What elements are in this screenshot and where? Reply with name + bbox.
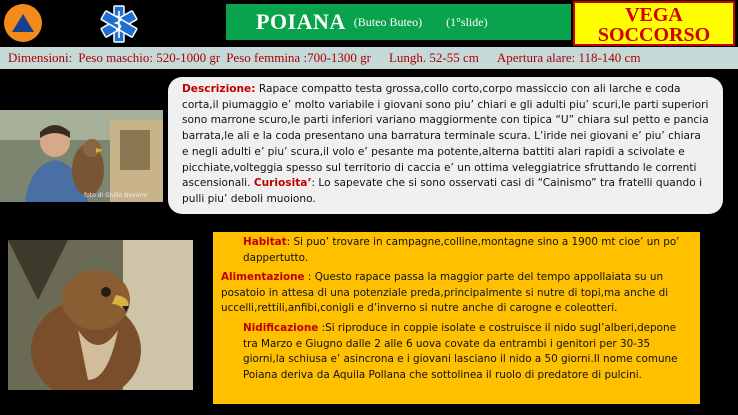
- habitat-text: : Si puo’ trovare in campagne,colline,montagne sino a 1900 mt cioe’ un po’ dappertutto.: [243, 236, 680, 264]
- soccorso-label: SOCCORSO: [597, 24, 711, 46]
- title-bar: [226, 4, 571, 40]
- vega-label: VEGA: [625, 4, 683, 26]
- curiosity-label: Curiosita’: [253, 177, 312, 190]
- female-weight: Peso femmina :700-1300 gr: [226, 50, 371, 65]
- triangle-icon: [12, 14, 34, 32]
- latin-name: (Buteo Buteo): [353, 14, 423, 29]
- dimensions-label: Dimensioni:: [8, 50, 73, 65]
- star-of-life-icon: [98, 4, 140, 44]
- nest-label: Nidificazione: [243, 321, 319, 334]
- description-box: [168, 77, 723, 214]
- nest-paragraph: [221, 321, 692, 383]
- photo-caption: foto di Giulio Novemi: [84, 192, 148, 199]
- habitat-paragraph: [221, 235, 692, 266]
- photo-man-with-buzzard: [0, 110, 163, 202]
- photo2-illustration: [8, 240, 193, 390]
- description-text: Rapace compatto testa grossa,collo corto,corpo massiccio con ali larche e coda corta,il piumaggio e’ molto variabile i giovani sono piu’ chiari e gli adulti piu’ scuri,le parti superiori sono marrone scuro,le parti inferiori variano maggiormente con tipica “U” chiara sul petto e pancia barrata,le ali e la coda presentano una barratura terminale scura. L’iride nei giovani e’ piu’ chiara e negli adulti e’ piu’ scura,il volo e’ pesante ma potente,alterna battiti alari rapidi a scivolate e picchiate,volteggia spesso sul territorio di caccia e’ un ottima veleggiatrice sfruttando le correnti ascensionali.: [182, 83, 709, 190]
- description-label: Descrizione:: [182, 83, 256, 95]
- nest-text: :Si riproduce in coppie isolate e costruisce il nido sugl’alberi,depone tra Marzo e Giugno dalle 2 alle 6 uova covate da entrambi i genitori per 30-35 giorni,la schiusa e’ asincrona e i giovani lasciano il nido a 50 giorni.Il nome comune Poiana deriva da Aquila Pollana che sottolinea il ruolo di predatore di pulcini.: [243, 321, 678, 381]
- page-title: POIANA: [256, 9, 346, 34]
- vega-soccorso-box: [573, 1, 735, 46]
- protezione-civile-logo: [4, 4, 42, 42]
- wingspan: Apertura alare: 118-140 cm: [496, 50, 641, 65]
- dimensions-bar: [0, 47, 738, 69]
- info-box: [213, 232, 700, 404]
- curiosity-text: : Lo sapevate che si sono osservati casi di “Cainismo” tra fratelli quando i pulli piu’ deboli muoiono.: [182, 177, 703, 205]
- food-paragraph: [221, 270, 692, 317]
- food-text: : Questo rapace passa la maggior parte del tempo appollaiata su un posatoio in attesa di una potenziale preda,principalmente si nutre di topi,ma anche di uccelli,rettili,anfibi,conigli e d’inverno si nutre anche di carogne e coleotteri.: [221, 271, 669, 315]
- food-label: Alimentazione: [221, 271, 305, 284]
- photo-buzzard-closeup: [8, 240, 193, 390]
- male-weight: Peso maschio: 520-1000 gr: [78, 50, 221, 65]
- photo1-illustration: [0, 110, 163, 202]
- habitat-label: Habitat: [243, 236, 287, 248]
- length: Lungh. 52-55 cm: [388, 50, 479, 65]
- slide-number: (1°slide): [446, 14, 488, 29]
